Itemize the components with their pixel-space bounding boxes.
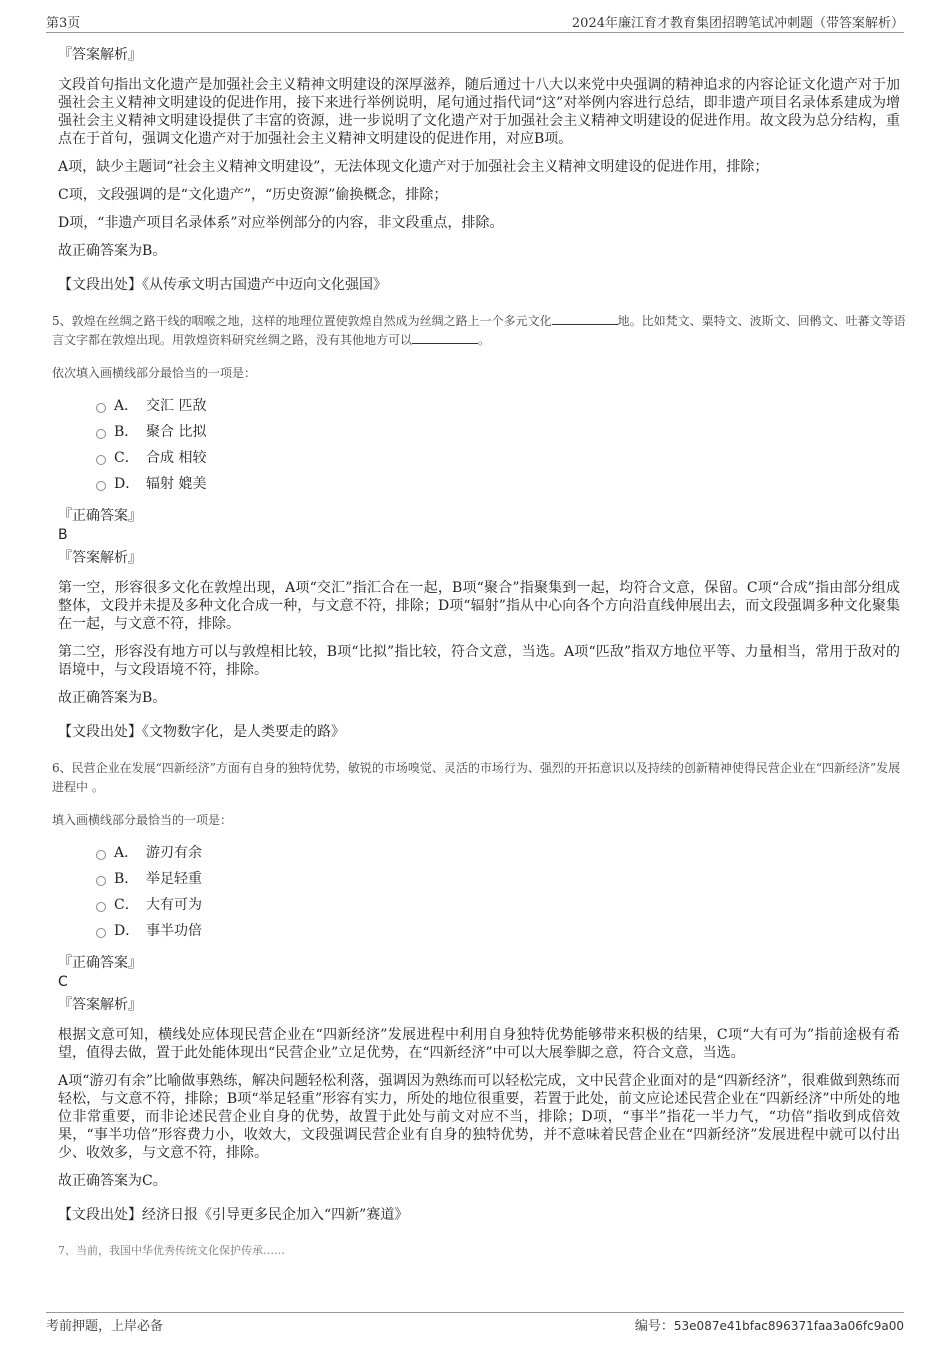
q6-correct-tag: 『正确答案』 xyxy=(58,955,142,971)
q5-stem: 5、敦煌在丝绸之路干线的咽喉之地，这样的地理位置使敦煌自然成为丝绸之路上一个多元文化 地。比如梵文、粟特文、波斯文、回鹘文、吐蕃文等语言文字都在敦煌出现。用敦煌资料研究丝绸之路，没有其他地方可以 。 xyxy=(52,314,906,347)
q6-answer: C xyxy=(58,974,68,990)
radio-icon[interactable] xyxy=(96,481,106,491)
q4-analysis-p3: C项，文段强调的是“文化遗产”，“历史资源”偷换概念，排除； xyxy=(58,187,448,203)
q4-analysis-p4: D项，“非遗产项目名录体系”对应举例部分的内容，非文段重点，排除。 xyxy=(58,215,504,231)
radio-icon[interactable] xyxy=(96,902,106,912)
blank-line xyxy=(552,312,618,325)
q4-analysis-p2: A项，缺少主题词“社会主义精神文明建设”，无法体现文化遗产对于加强社会主义精神文明建设的促进作用，排除； xyxy=(58,159,769,175)
radio-icon[interactable] xyxy=(96,403,106,413)
q5-analysis-tag: 『答案解析』 xyxy=(58,550,142,566)
q5-conclusion: 故正确答案为B。 xyxy=(58,690,167,706)
radio-icon[interactable] xyxy=(96,429,106,439)
q6-conclusion: 故正确答案为C。 xyxy=(58,1173,167,1189)
q4-analysis-tag: 『答案解析』 xyxy=(58,47,142,63)
q6-option-b[interactable]: B． 举足轻重 xyxy=(96,866,900,892)
page-header xyxy=(46,10,904,33)
page-content xyxy=(52,40,906,1298)
radio-icon[interactable] xyxy=(96,455,106,465)
q7-cut-line: 7、当前，我国中华优秀传统文化保护传承…… xyxy=(58,1244,285,1257)
q5-options xyxy=(96,393,900,497)
q6-option-d[interactable]: D． 事半功倍 xyxy=(96,918,900,944)
q5-source: 【文段出处】《文物数字化，是人类要走的路》 xyxy=(58,724,345,740)
q5-analysis-p2: 第二空，形容没有地方可以与敦煌相比较，B项“比拟”指比较，符合文意，当选。A项“匹敌”指双方地位平等、力量相当，常用于敌对的语境中，与文段语境不符，排除。 xyxy=(58,644,900,678)
footer-slogan: 考前押题，上岸必备 xyxy=(46,1319,164,1334)
radio-icon[interactable] xyxy=(96,928,106,938)
q5-option-d[interactable]: D． 辐射 媲美 xyxy=(96,471,900,497)
q6-stem: 6、民营企业在发展“四新经济”方面有自身的独特优势，敏锐的市场嗅觉、灵活的市场行为、强烈的开拓意识以及持续的创新精神使得民营企业在“四新经济”发展进程中 。 xyxy=(52,761,901,794)
q6-analysis-tag: 『答案解析』 xyxy=(58,997,142,1013)
q6-option-c[interactable]: C． 大有可为 xyxy=(96,892,900,918)
radio-icon[interactable] xyxy=(96,876,106,886)
page-number: 第3页 xyxy=(46,16,81,31)
blank-line xyxy=(412,331,478,344)
document-title: 2024年廉江育才教育集团招聘笔试冲刺题（带答案解析） xyxy=(571,16,904,31)
q5-option-b[interactable]: B． 聚合 比拟 xyxy=(96,419,900,445)
q6-instruction: 填入画横线部分最恰当的一项是： xyxy=(52,813,233,827)
q4-analysis-p1: 文段首句指出文化遗产是加强社会主义精神文明建设的深厚滋养，随后通过十八大以来党中央强调的精神追求的内容论证文化遗产对于加强社会主义精神文明建设的促进作用，接下来进行举例说明，尾句通过指代词“这”对举例内容进行总结，即非遗产项目名录体系建成为增强社会主义精神文明建设提供了丰富的资源，进一步说明了文化遗产对于加强社会主义精神文明建设的促进作用。故文段为总分结构，重点在于首句，强调文化遗产对于加强社会主义精神文明建设的促进作用，对应B项。 xyxy=(58,77,900,147)
q5-correct-tag: 『正确答案』 xyxy=(58,508,142,524)
q5-instruction: 依次填入画横线部分最恰当的一项是： xyxy=(52,366,257,380)
q5-option-a[interactable]: A． 交汇 匹敌 xyxy=(96,393,900,419)
q6-analysis-p1: 根据文意可知，横线处应体现民营企业在“四新经济”发展进程中利用自身独特优势能够带来积极的结果，C项“大有可为”指前途极有希望，值得去做，置于此处能体现出“民营企业”立足优势，在“四新经济”中可以大展拳脚之意，符合文意，当选。 xyxy=(58,1027,900,1061)
q6-option-a[interactable]: A． 游刃有余 xyxy=(96,840,900,866)
q5-answer: B xyxy=(58,527,68,543)
q4-source: 【文段出处】《从传承文明古国遗产中迈向文化强国》 xyxy=(58,277,387,293)
page-footer xyxy=(46,1312,904,1333)
q6-options xyxy=(96,840,900,944)
q5-analysis-p1: 第一空，形容很多文化在敦煌出现，A项“交汇”指汇合在一起，B项“聚合”指聚集到一起，均符合文意，保留。C项“合成”指由部分组成整体，文段并未提及多种文化合成一种，与文意不符，排除；D项“辐射”指从中心向各个方向沿直线伸展出去，而文段强调多种文化聚集在一起，与文意不符，排除。 xyxy=(58,580,900,632)
q4-conclusion: 故正确答案为B。 xyxy=(58,243,167,259)
footer-code: 编号：53e087e41bfac896371faa3a06fc9a00 xyxy=(634,1319,904,1334)
q5-option-c[interactable]: C． 合成 相较 xyxy=(96,445,900,471)
radio-icon[interactable] xyxy=(96,850,106,860)
q6-source: 【文段出处】经济日报《引导更多民企加入“四新”赛道》 xyxy=(58,1207,409,1223)
q6-analysis-p2: A项“游刃有余”比喻做事熟练，解决问题轻松利落，强调因为熟练而可以轻松完成，文中民营企业面对的是“四新经济”，很难做到熟练而轻松，与文意不符，排除；B项“举足轻重”形容有实力，所处的地位很重要，若置于此处，前文应论述民营企业在“四新经济”中所处的地位非常重要，而非论述民营企业自身的优势，故置于此处与前文对应不当，排除；D项，“事半”指花一半力气，“功倍”指收到成倍效果，“事半功倍”形容费力小，收效大，文段强调民营企业有自身的独特优势，并不意味着民营企业在“四新经济”发展进程中就可以付出少、收效多，与文意不符，排除。 xyxy=(58,1073,900,1161)
